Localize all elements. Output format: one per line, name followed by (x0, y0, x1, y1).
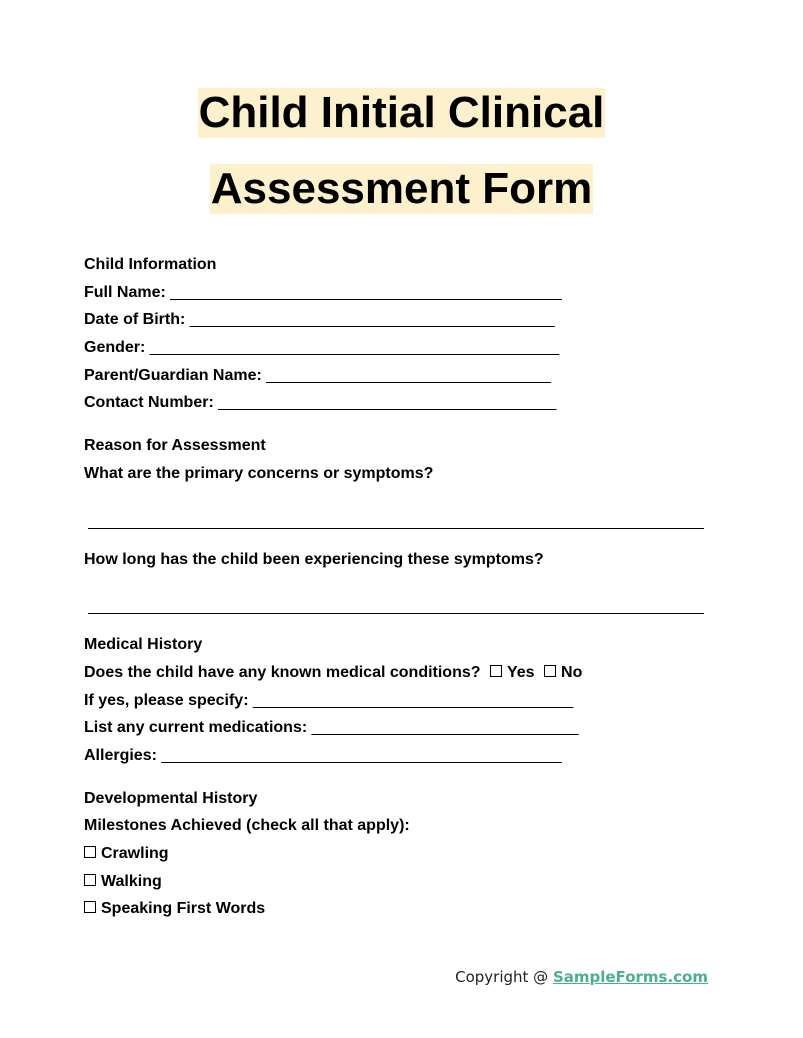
question-primary-concerns: What are the primary concerns or symptoms? (84, 464, 434, 482)
milestone-crawling (84, 844, 724, 872)
question-text: Does the child have any known medical conditions? (84, 663, 481, 681)
field-blank: _____________________________________________ (161, 746, 562, 764)
section-heading-child-information: Child Information (84, 256, 217, 273)
copyright-prefix: Copyright @ (455, 968, 553, 986)
milestone-label: Crawling (101, 845, 169, 862)
medications-field[interactable] (84, 718, 724, 746)
milestone-label: Speaking First Words (101, 900, 266, 918)
milestones-label: Milestones Achieved (check all that apply): (84, 817, 410, 835)
no-checkbox[interactable] (544, 665, 556, 677)
yes-checkbox[interactable] (490, 665, 502, 677)
title-line-1: Child Initial Clinical (198, 88, 605, 137)
section-heading-reason-for-assessment: Reason for Assessment (84, 437, 266, 455)
field-label: Contact Number: (84, 394, 214, 412)
field-label: Full Name: (84, 283, 166, 301)
form-body (84, 255, 724, 927)
section-heading-developmental-history: Developmental History (84, 789, 258, 807)
specify-field[interactable] (84, 691, 724, 719)
contact-number-field[interactable] (84, 393, 724, 421)
field-blank: _________________________________________ (189, 311, 555, 329)
parent-guardian-name-field[interactable] (84, 366, 724, 394)
field-blank: ______________________________________________ (149, 339, 560, 357)
field-label: List any current medications: (84, 719, 308, 737)
field-label: Date of Birth: (84, 311, 186, 329)
field-blank: ____________________________________ (252, 691, 574, 709)
sampleforms-link[interactable]: SampleForms.com (552, 968, 708, 986)
field-label: Gender: (84, 339, 146, 357)
yes-label: Yes (506, 663, 535, 681)
medical-conditions-question (84, 663, 724, 691)
field-label: Allergies: (84, 746, 157, 764)
field-blank: ________________________________ (266, 366, 552, 384)
crawling-checkbox[interactable] (84, 846, 96, 858)
full-name-field[interactable] (84, 283, 724, 311)
field-blank: ____________________________________________ (170, 283, 562, 301)
date-of-birth-field[interactable] (84, 310, 724, 338)
speaking-first-words-checkbox[interactable] (84, 901, 96, 913)
answer-line-primary-concerns[interactable] (84, 492, 724, 544)
gender-field[interactable] (84, 338, 724, 366)
milestone-walking (84, 872, 724, 900)
field-blank: ______________________________ (311, 719, 579, 737)
form-title (0, 88, 803, 214)
milestone-speaking-first-words (84, 899, 724, 927)
title-line-2: Assessment Form (210, 164, 593, 213)
field-blank: ______________________________________ (218, 394, 557, 412)
field-label: Parent/Guardian Name: (84, 366, 262, 384)
copyright-footer (455, 968, 708, 986)
allergies-field[interactable] (84, 746, 724, 774)
walking-checkbox[interactable] (84, 874, 96, 886)
section-heading-medical-history: Medical History (84, 636, 203, 654)
field-label: If yes, please specify: (84, 691, 249, 709)
answer-line-symptom-duration[interactable] (84, 577, 724, 629)
question-symptom-duration: How long has the child been experiencing these symptoms? (84, 550, 544, 568)
milestone-label: Walking (101, 872, 162, 890)
no-label: No (561, 663, 583, 681)
